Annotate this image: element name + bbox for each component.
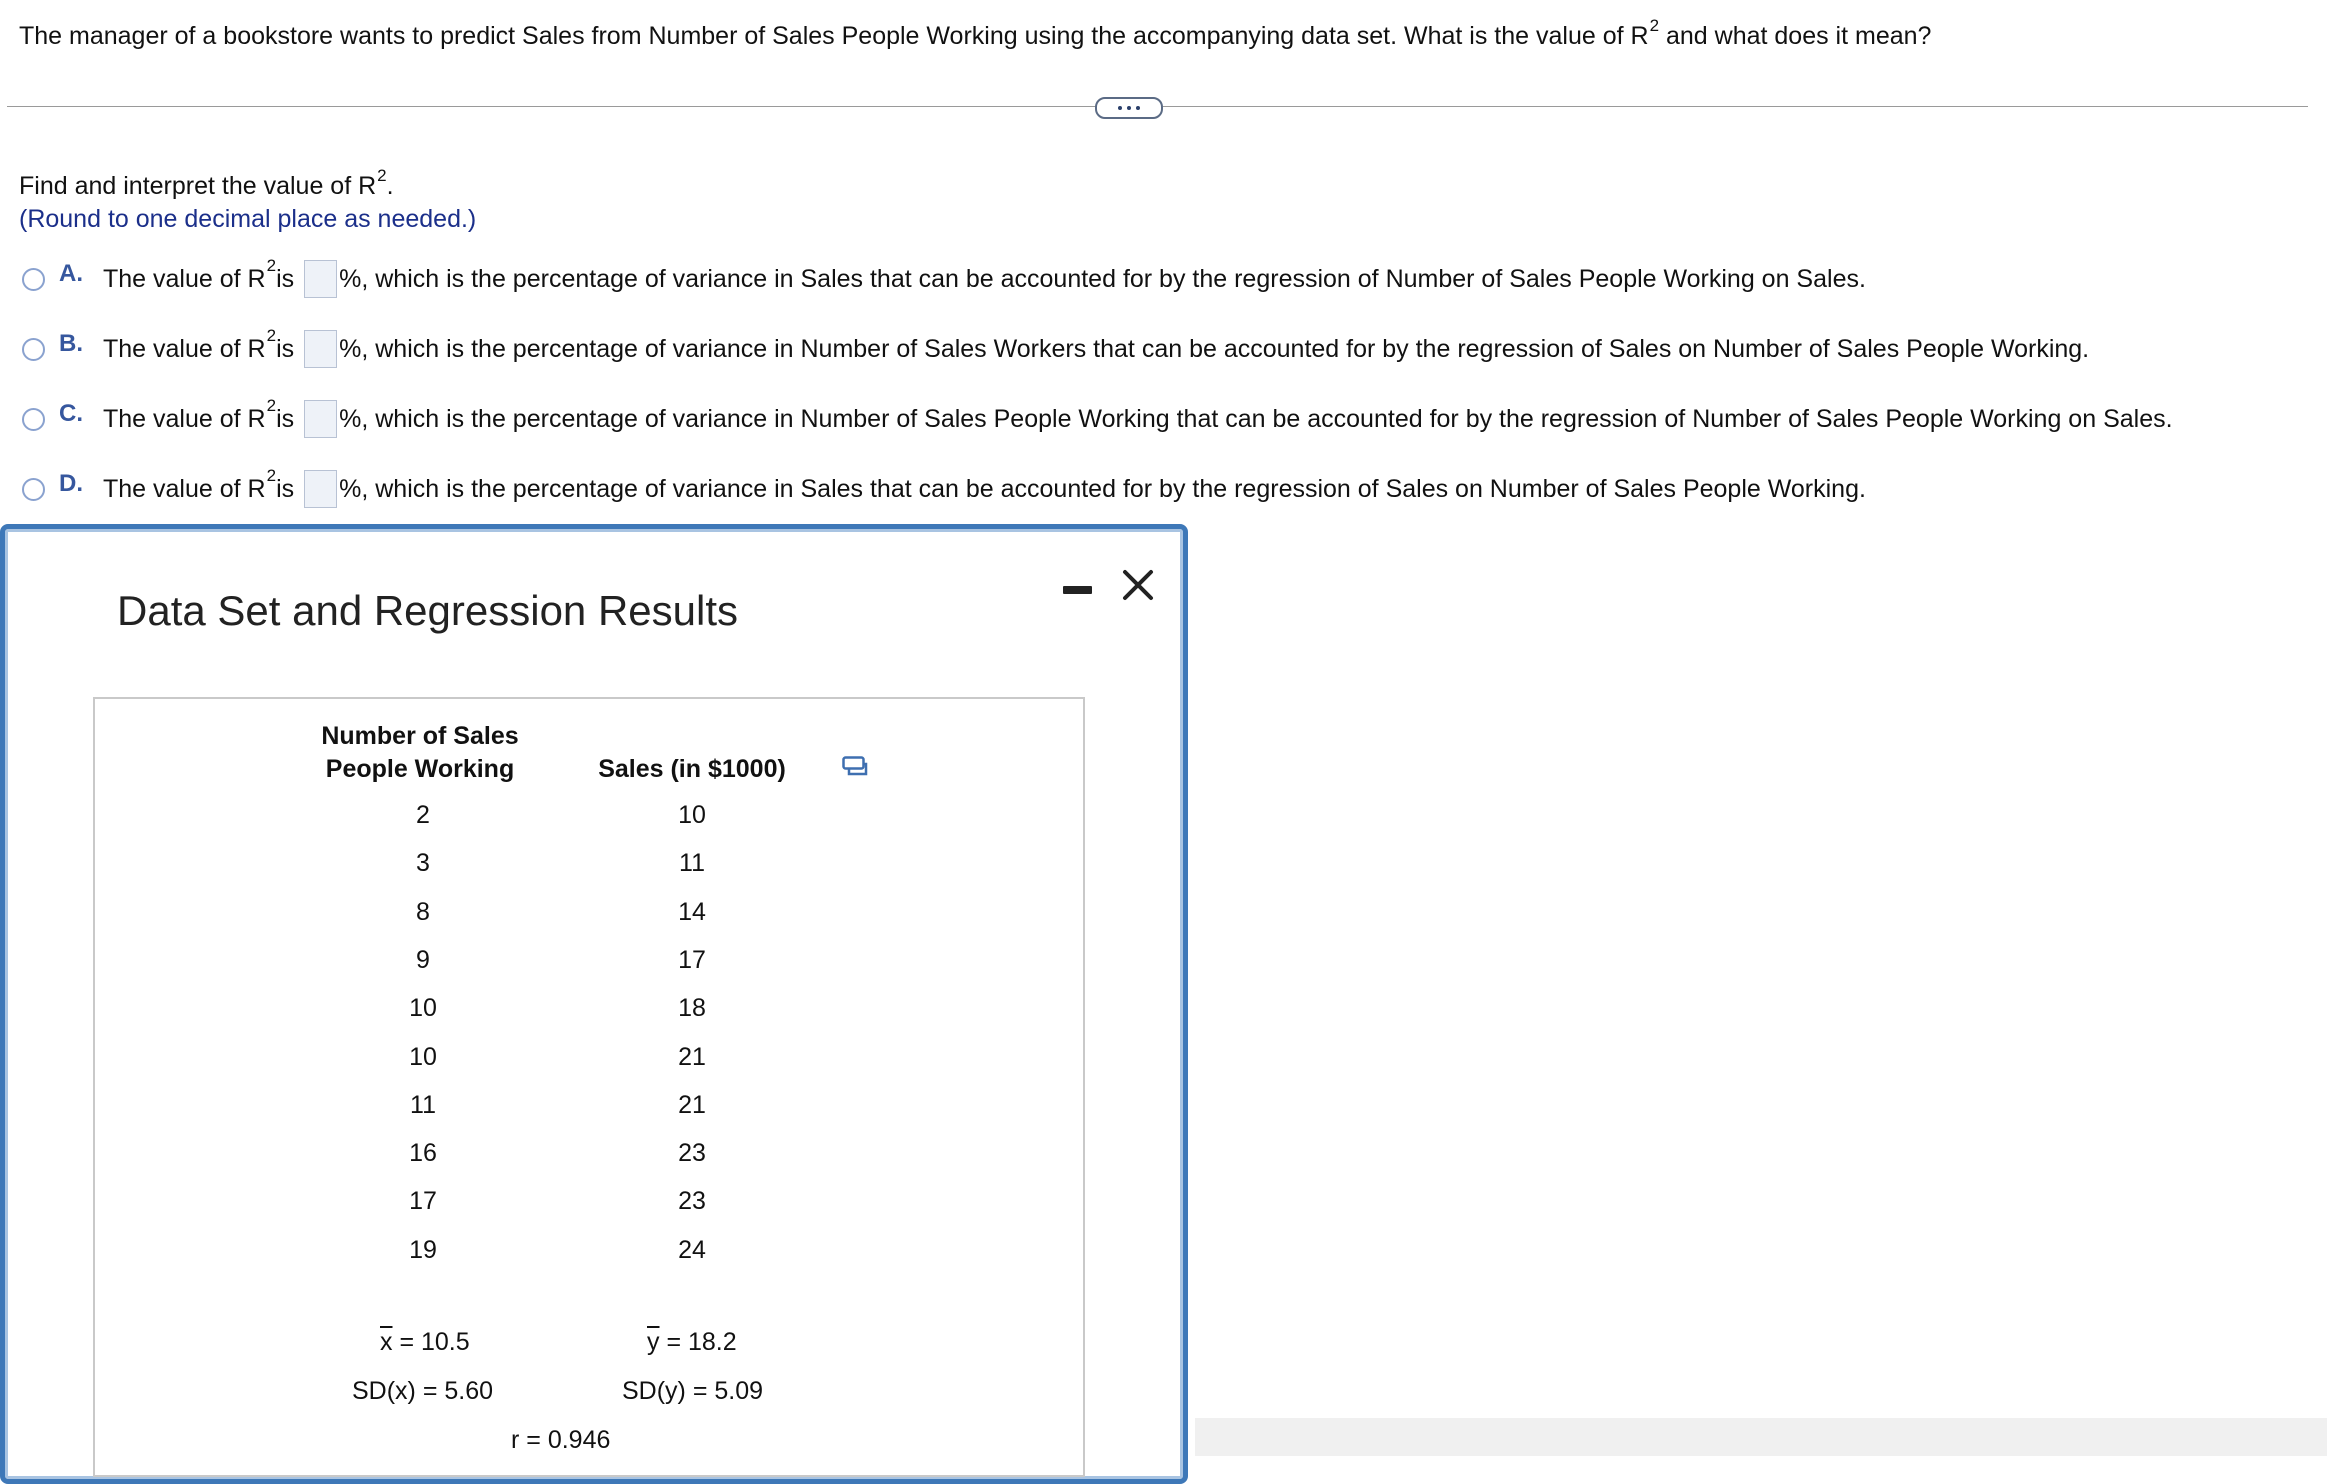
radio-d[interactable] — [22, 478, 45, 501]
option-letter: B. — [59, 330, 83, 357]
data-table — [93, 697, 1085, 1477]
radio-b[interactable] — [22, 338, 45, 361]
answer-input-c[interactable] — [304, 400, 337, 438]
expand-more-button[interactable] — [1095, 97, 1163, 119]
question-superscript: 2 — [1649, 16, 1660, 35]
correlation-r: r = 0.946 — [511, 1426, 611, 1454]
option-b[interactable]: B. The value of R 2 is %, which is the percentage of variance in Number of Sales Workers that can be accounted for by the regression of Sales on Number of Sales People Working. — [22, 327, 2089, 371]
copy-icon[interactable] — [842, 756, 868, 778]
modal-title: Data Set and Regression Results — [117, 587, 738, 634]
y-mean: $\overline{y} = 18.2$ — [647, 1328, 737, 1356]
radio-c[interactable] — [22, 408, 45, 431]
background-shade — [1195, 1418, 2327, 1456]
cell-y: 14 — [678, 898, 706, 926]
cell-y: 11 — [679, 849, 705, 877]
sd-x: SD(x) = 5.60 — [352, 1377, 494, 1405]
column-header-x: Number of Sales People Working — [321, 722, 519, 783]
option-letter: C. — [59, 400, 83, 427]
cell-y: 10 — [678, 801, 706, 829]
cell-y: 23 — [678, 1139, 706, 1167]
option-d[interactable]: D. The value of R 2 is %, which is the percentage of variance in Sales that can be accounted for by the regression of Sales on Number of Sales People Working. — [22, 467, 1866, 511]
x-mean: $\overline{x} = 10.5$ — [380, 1328, 470, 1356]
option-c[interactable]: C. The value of R 2 is %, which is the percentage of variance in Number of Sales People Working that can be accounted for by the regression of Number of Sales People Working on Sales. — [22, 397, 2173, 441]
option-letter: D. — [59, 470, 83, 497]
radio-a[interactable] — [22, 268, 45, 291]
option-a[interactable]: A. The value of R 2 is %, which is the percentage of variance in Sales that can be accounted for by the regression of Number of Sales People Working on Sales. — [22, 257, 1866, 301]
close-icon — [1118, 565, 1158, 605]
cell-x: 8 — [416, 898, 430, 926]
close-button[interactable] — [1118, 565, 1158, 605]
option-letter: A. — [59, 260, 83, 287]
answer-input-a[interactable] — [304, 260, 337, 298]
cell-x: 10 — [409, 994, 437, 1022]
cell-y: 21 — [678, 1091, 706, 1119]
cell-x: 2 — [416, 801, 430, 829]
cell-y: 24 — [678, 1236, 706, 1264]
minimize-button[interactable] — [1063, 586, 1092, 594]
prompt-text: Find and interpret the value of $R^2$. — [19, 166, 394, 200]
answer-input-b[interactable] — [304, 330, 337, 368]
cell-y: 23 — [678, 1187, 706, 1215]
cell-x: 3 — [416, 849, 430, 877]
cell-x: 10 — [409, 1043, 437, 1071]
column-header-y: Sales (in $1000) — [598, 755, 786, 783]
cell-y: 18 — [678, 994, 706, 1022]
cell-x: 16 — [409, 1139, 437, 1167]
cell-x: 9 — [416, 946, 430, 974]
cell-x: 17 — [409, 1187, 437, 1215]
answer-input-d[interactable] — [304, 470, 337, 508]
rounding-hint: (Round to one decimal place as needed.) — [19, 205, 477, 233]
cell-y: 21 — [678, 1043, 706, 1071]
cell-y: 17 — [678, 946, 706, 974]
sd-y: SD(y) = 5.09 — [622, 1377, 764, 1405]
cell-x: 19 — [409, 1236, 437, 1264]
question-text: The manager of a bookstore wants to predict Sales from Number of Sales People Working using the accompanying data set. What is the value of $R^2$ and what does it mean? — [19, 16, 1932, 50]
cell-x: 11 — [410, 1091, 436, 1119]
